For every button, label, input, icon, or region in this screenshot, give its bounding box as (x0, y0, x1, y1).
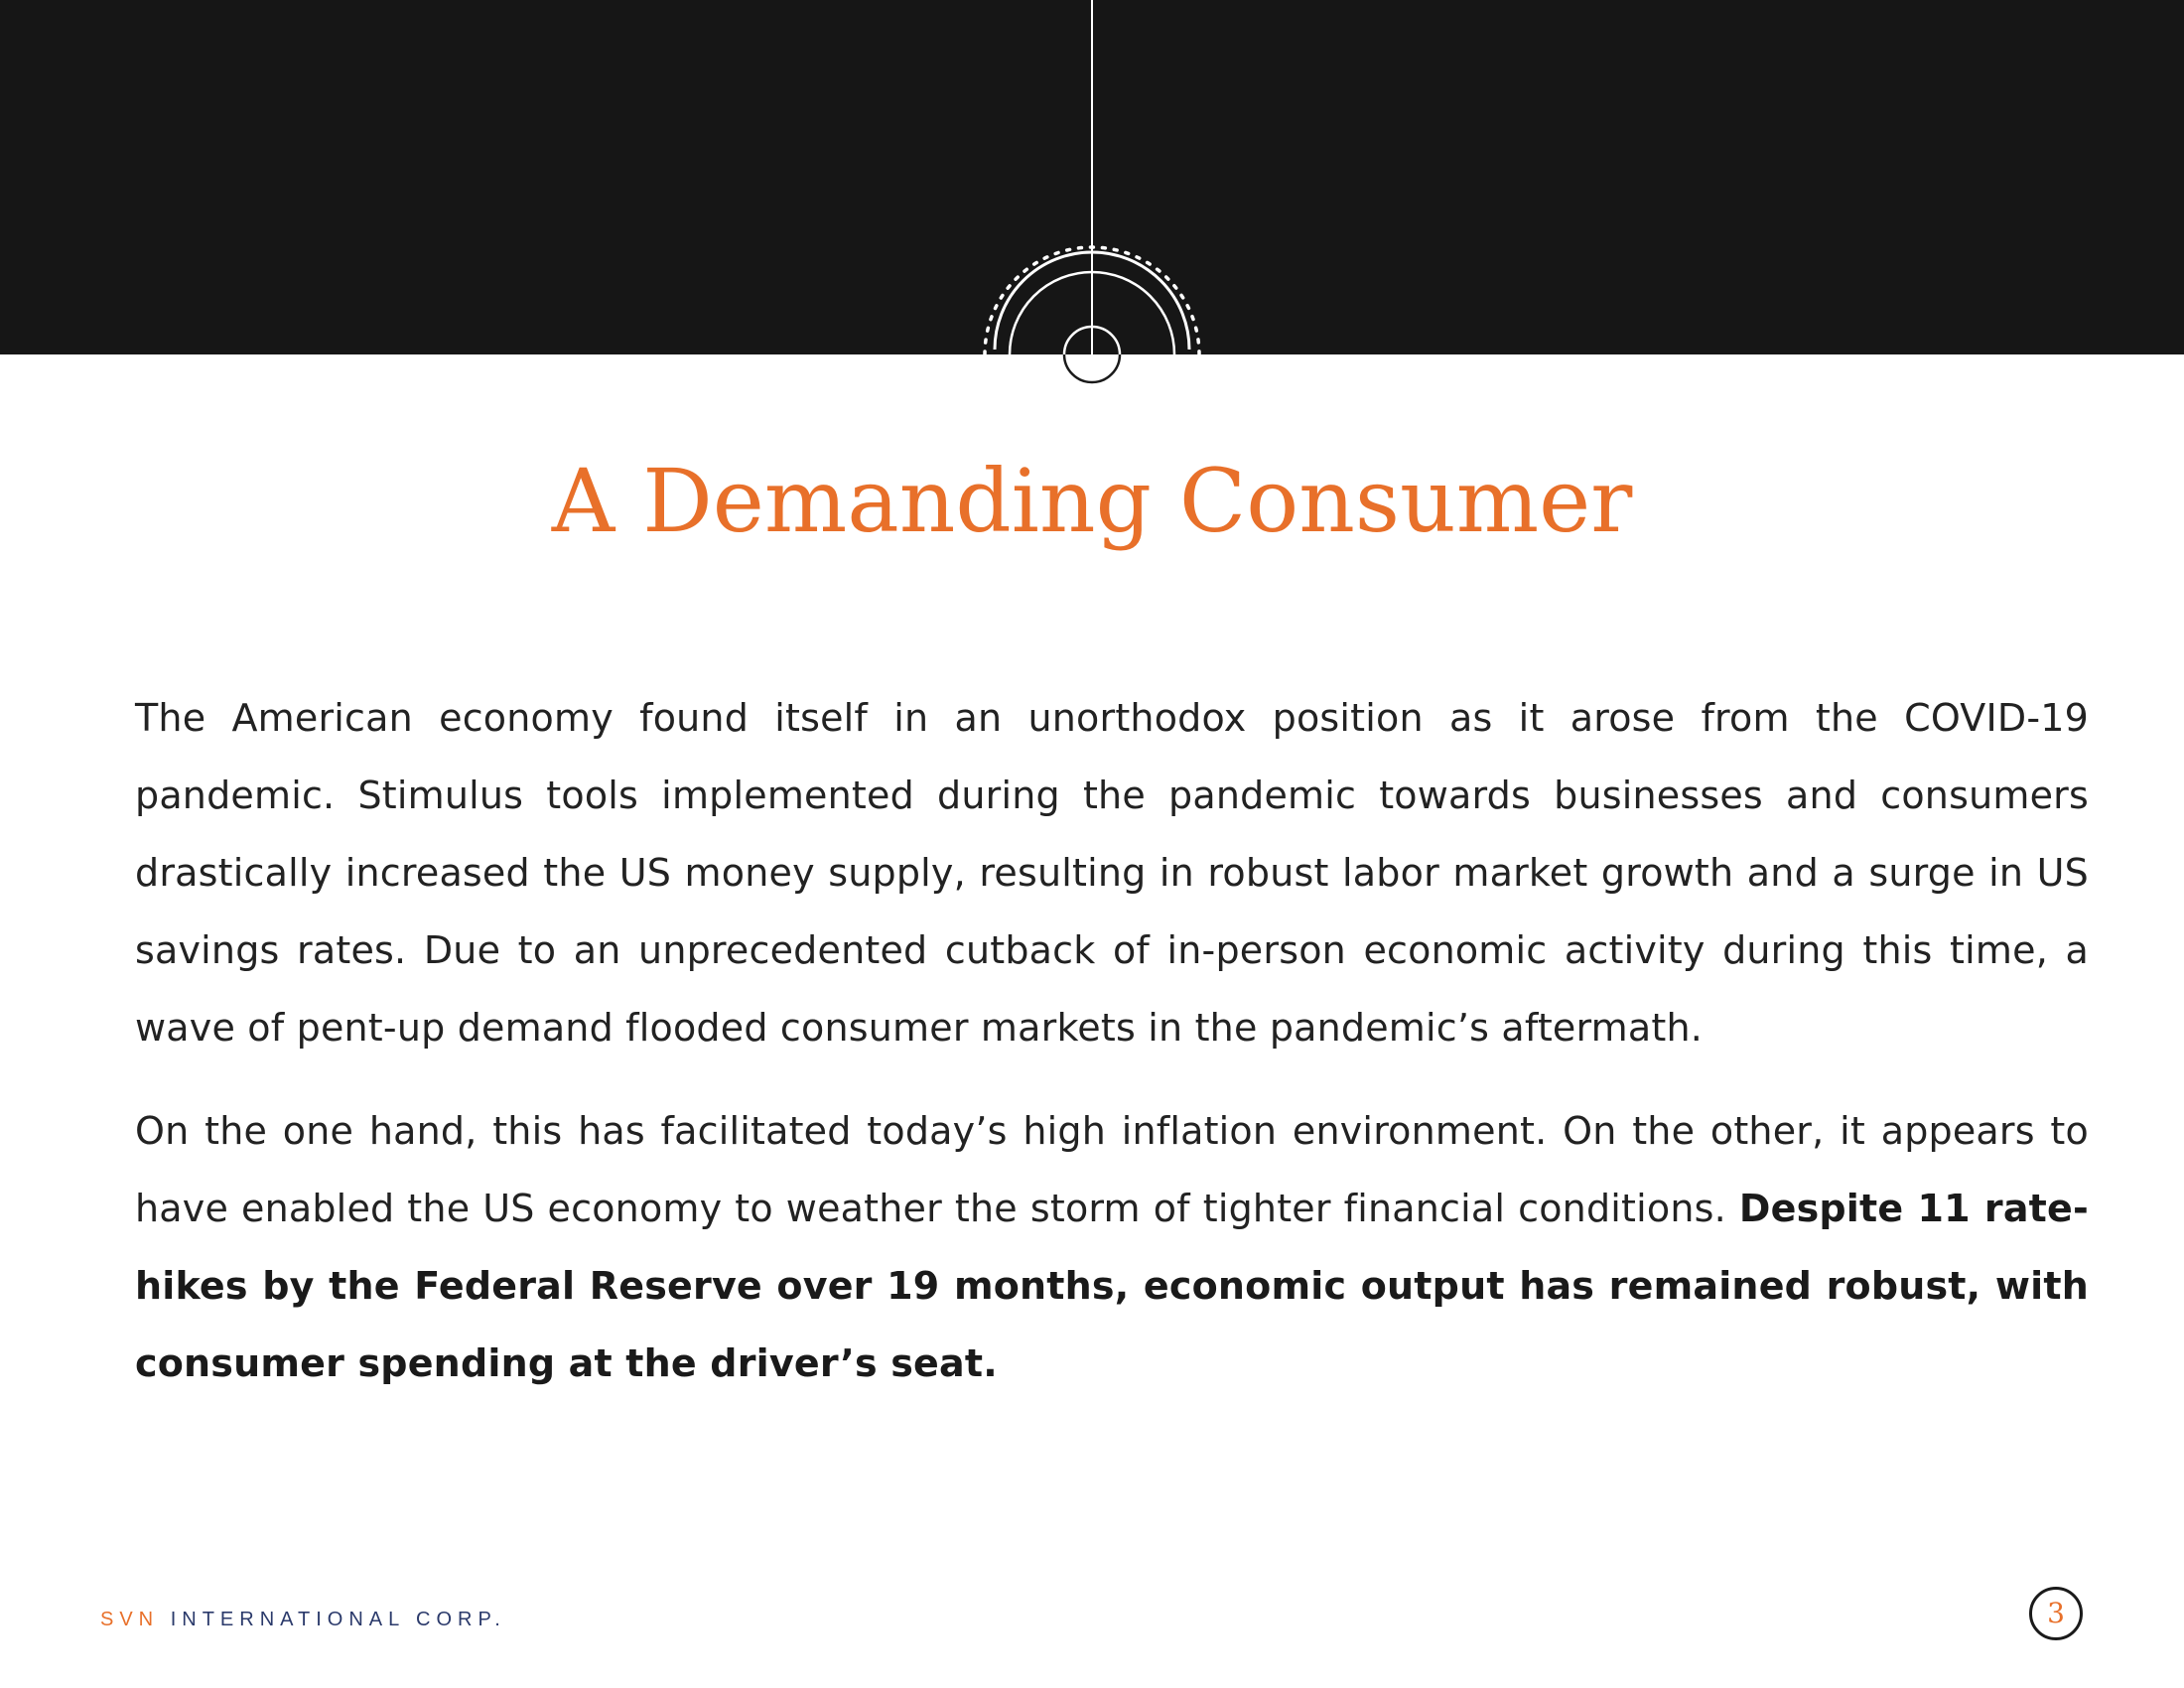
footer-brand (100, 1609, 506, 1631)
body-text (135, 679, 2089, 1428)
paragraph-2-emphasis: Despite 11 rate-hikes by the Federal Reserve over 19 months, economic output has remained robust, with consumer spending at the driver’s seat. (135, 1187, 2089, 1385)
brand-prefix: SVN (100, 1609, 160, 1630)
paragraph-1: The American economy found itself in an unorthodox position as it arose from the COVID-19 pandemic. Stimulus tools implemented during the pandemic towards businesses and consumers drastically increased the US money supply, resulting in robust labor market growth and a surge in US savings rates. Due to an unprecedented cutback of in-person economic activity during this time, a wave of pent-up demand flooded consumer markets in the pandemic’s aftermath. (135, 696, 2089, 1050)
ornament-small-circle-bottom (1064, 354, 1120, 382)
page-title: A Demanding Consumer (551, 450, 1633, 552)
page-number-badge: 3 (2029, 1587, 2083, 1640)
paragraph-2-text: On the one hand, this has facilitated today’s high inflation environment. On the other, it appears to have enabled the US economy to weather the storm of tighter financial conditions. (135, 1109, 2089, 1230)
compass-ornament-icon (0, 0, 2184, 397)
brand-suffix: INTERNATIONAL CORP. (170, 1609, 506, 1630)
paragraph-2 (135, 1092, 2089, 1402)
